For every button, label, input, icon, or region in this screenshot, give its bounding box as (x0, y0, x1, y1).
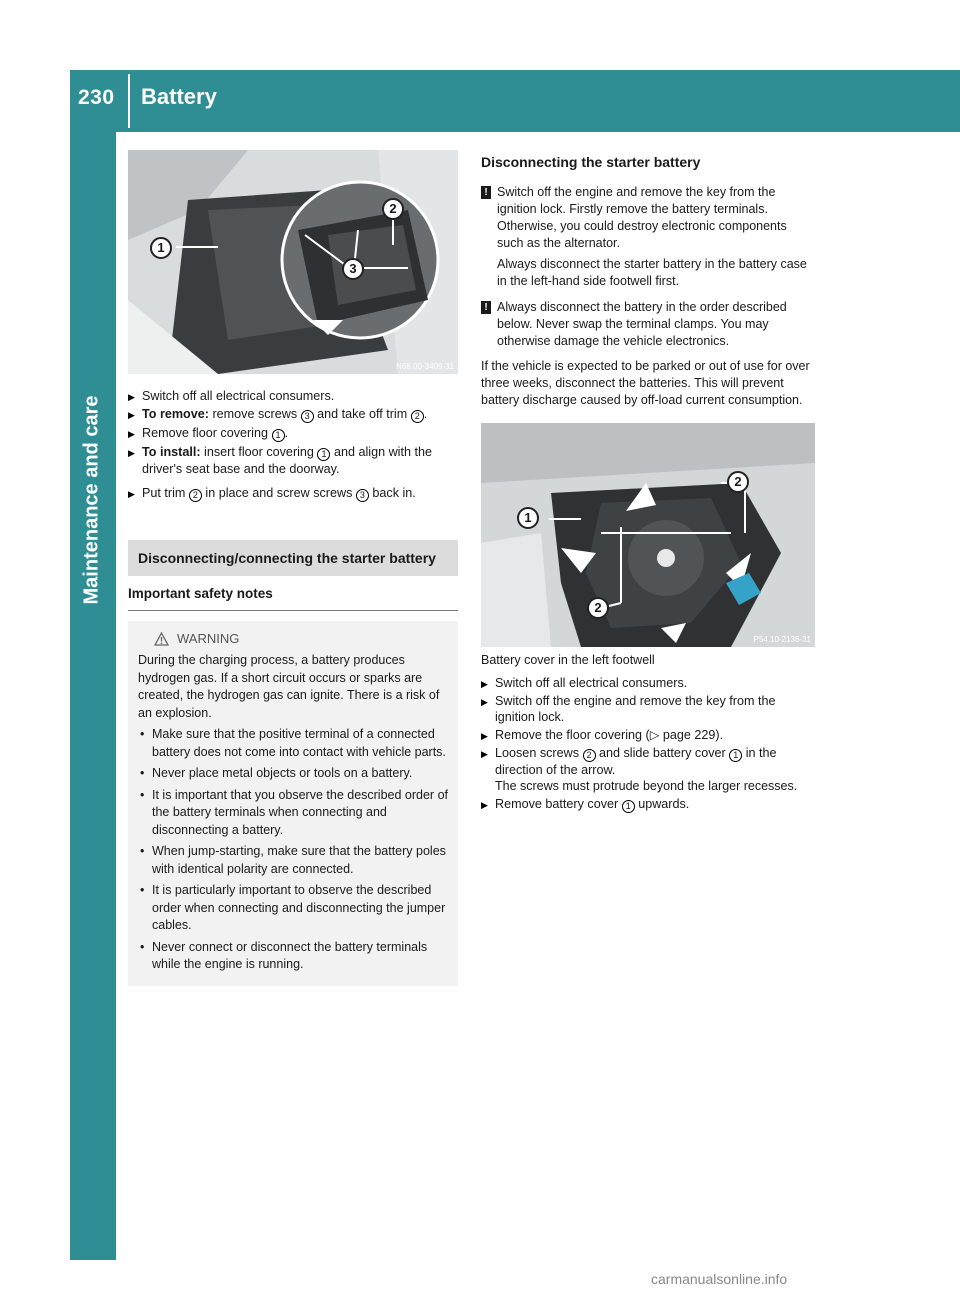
figure-floor-covering (128, 150, 458, 374)
warning-text: During the charging process, a battery produces hydrogen gas. If a short circuit occurs or sparks are created, the hydrogen gas can ignite. There is a risk of an explosion. (138, 653, 440, 720)
step-text: and take off trim (317, 407, 408, 421)
step-text: Loosen screws (495, 746, 579, 760)
step-install (128, 444, 458, 477)
paragraph: If the vehicle is expected to be parked or out of use for over three weeks, disconnect the batteries. This will prevent battery discharge caused by off-load current consumption. (481, 359, 810, 407)
figure-code: N68.00-3409-31 (396, 362, 454, 371)
step-switch-off (481, 675, 815, 691)
sub-heading: Important safety notes (128, 586, 458, 611)
right-section-title: Disconnecting the starter battery (481, 154, 701, 170)
step-remove-cover (481, 796, 815, 813)
warning-bullet: • It is important that you observe the described order of the battery terminals when connecting and disconnecting a battery. (138, 787, 450, 840)
step-label: To install: (142, 445, 201, 459)
note-text: Always disconnect the battery in the order described below. Never swap the terminal clamps. You may otherwise damage the vehicle electronics. (497, 300, 787, 348)
figure-battery-cover (481, 423, 815, 647)
callout-ref: 1 (272, 429, 285, 442)
callout-1: 1 (517, 507, 539, 529)
page-title: Battery (141, 84, 217, 109)
step-text: Put trim (142, 486, 186, 500)
callout-2: 2 (382, 198, 404, 220)
right-column (481, 150, 815, 813)
step-text: and slide battery cover (599, 746, 726, 760)
callout-ref: 2 (411, 410, 424, 423)
warning-bullet: • Make sure that the positive terminal of a connected battery does not come into contact with vehicle parts. (138, 726, 450, 761)
callout-ref: 2 (189, 489, 202, 502)
step-text: insert floor covering (204, 445, 314, 459)
step-text: upwards. (638, 797, 690, 811)
callout-ref: 1 (622, 800, 635, 813)
warning-title: WARNING (177, 631, 240, 646)
callout-2: 2 (727, 471, 749, 493)
warning-bullet: • When jump-starting, make sure that the battery poles with identical polarity are connected. (138, 843, 450, 878)
step-label: To remove: (142, 407, 209, 421)
step-put-trim (128, 485, 458, 502)
floor-covering-illustration (128, 150, 458, 374)
header-divider (128, 74, 130, 128)
warning-bullet: • It is particularly important to observe the described order when connecting and disconnecting the jumper cables. (138, 882, 450, 935)
step-text: Switch off the engine and remove the key from the ignition lock. (495, 694, 776, 724)
callout-ref: 2 (583, 749, 596, 762)
warning-bullet: • Never place metal objects or tools on a battery. (138, 765, 450, 783)
callout-ref: 1 (729, 749, 742, 762)
step-text: and align with the driver's seat base and the doorway. (142, 445, 432, 476)
step-text: in the direction of the arrow. (495, 746, 777, 777)
step-switch-off (128, 388, 458, 404)
step-text: Remove battery cover (495, 797, 619, 811)
note-mark-icon: ! (481, 186, 491, 199)
note-text: Always disconnect the starter battery in the battery case in the left-hand side footwell first. (497, 257, 807, 288)
step-loosen-screws (481, 745, 815, 778)
page-number: 230 (78, 86, 115, 109)
step-remove: ▶ To remove: remove screws 3 and take off trim 2 . (128, 406, 458, 423)
side-tab-label: Maintenance and care (80, 395, 103, 605)
step-text: back in. (372, 486, 416, 500)
note-mark-icon: ! (481, 301, 491, 314)
side-tab (70, 132, 116, 1260)
battery-cover-illustration (481, 423, 815, 647)
step-text: Remove floor covering (142, 426, 268, 440)
step-text: Switch off all electrical consumers. (142, 389, 335, 403)
step-remove-key (481, 693, 815, 725)
warning-triangle-icon (154, 632, 169, 646)
left-steps (128, 388, 458, 502)
warning-box (128, 621, 458, 986)
warning-title-row (138, 631, 450, 646)
section-heading: Disconnecting/connecting the starter battery (128, 540, 458, 576)
step-text: in place and screw screws (205, 486, 353, 500)
callout-ref: 3 (301, 410, 314, 423)
left-column (128, 150, 458, 986)
callout-1: 1 (150, 237, 172, 259)
step-remove-floor: ▶ Remove floor covering 1 . (128, 425, 458, 442)
warning-bullet: • Never connect or disconnect the battery terminals while the engine is running. (138, 939, 450, 974)
figure-code: P54.10-2136-31 (753, 635, 811, 644)
callout-3: 3 (342, 258, 364, 280)
note-text: Switch off the engine and remove the key from the ignition lock. Firstly remove the battery terminals. Otherwise, you could destroy electronic components such as the alternator. (497, 185, 787, 250)
step-text: remove screws (212, 407, 298, 421)
figure-caption: Battery cover in the left footwell (481, 653, 655, 667)
note-1 (481, 184, 815, 290)
callout-ref: 3 (356, 489, 369, 502)
note-2 (481, 299, 815, 350)
step-text: Switch off all electrical consumers. (495, 676, 688, 690)
step-text: Remove the floor covering (▷ page 229). (495, 728, 724, 742)
footer-site: carmanualsonline.info (651, 1271, 788, 1287)
step-subnote: The screws must protrude beyond the larger recesses. (495, 779, 798, 793)
step-remove-floor (481, 727, 815, 743)
callout-ref: 1 (317, 448, 330, 461)
callout-2: 2 (587, 597, 609, 619)
